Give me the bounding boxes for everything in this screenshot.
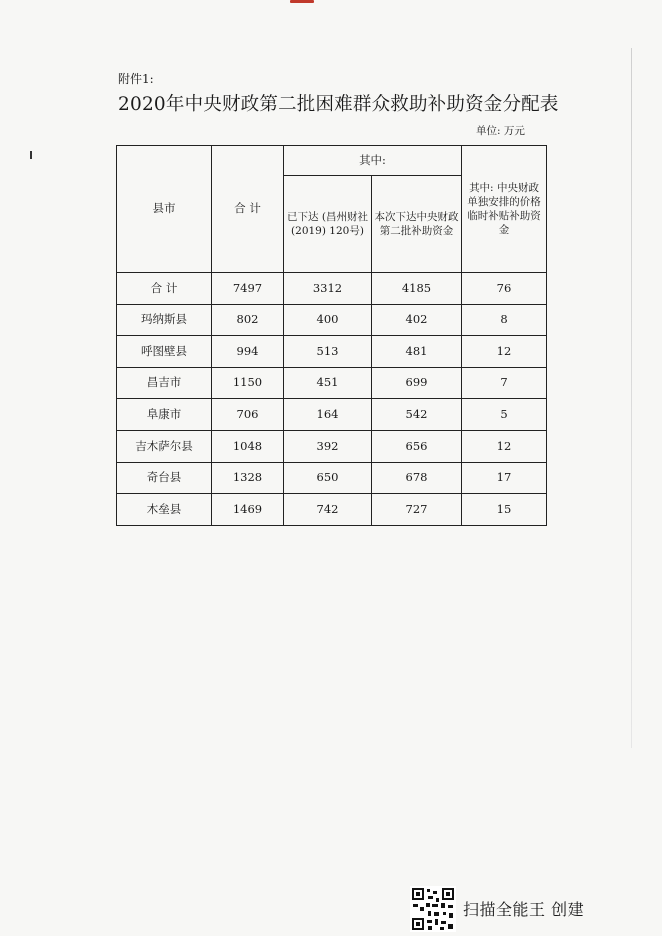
cell-total: 1328 [212,463,284,494]
scan-artifact [30,151,32,159]
allocation-table [116,145,547,526]
cell-issued: 400 [284,305,372,336]
table-row [117,399,547,431]
header-of-which: 其中: [284,146,462,176]
cell-subsidy: 5 [462,399,547,431]
cell-current: 656 [372,431,462,463]
cell-subsidy: 76 [462,273,547,305]
cell-total: 7497 [212,273,284,305]
red-stamp-mark [290,0,314,3]
unit-label: 单位: 万元 [476,125,525,137]
cell-total: 802 [212,305,284,336]
cell-county: 阜康市 [117,399,212,431]
header-county: 县市 [117,146,212,273]
cell-total: 1048 [212,431,284,463]
cell-subsidy: 12 [462,336,547,368]
cell-county: 昌吉市 [117,368,212,399]
table-row [117,494,547,526]
table-row [117,305,547,336]
cell-issued: 3312 [284,273,372,305]
cell-current: 402 [372,305,462,336]
header-subsidy: 其中: 中央财政单独安排的价格临时补贴补助资金 [462,146,547,273]
cell-county: 木垒县 [117,494,212,526]
cell-county: 合 计 [117,273,212,305]
cell-current: 542 [372,399,462,431]
table-body [117,273,547,526]
cell-issued: 742 [284,494,372,526]
table-row [117,368,547,399]
cell-subsidy: 17 [462,463,547,494]
cell-county: 玛纳斯县 [117,305,212,336]
cell-current: 699 [372,368,462,399]
qr-code-icon [410,886,456,932]
attachment-label: 附件1: [118,72,154,86]
cell-issued: 164 [284,399,372,431]
cell-subsidy: 15 [462,494,547,526]
cell-county: 奇台县 [117,463,212,494]
cell-subsidy: 8 [462,305,547,336]
cell-total: 706 [212,399,284,431]
cell-issued: 392 [284,431,372,463]
cell-subsidy: 12 [462,431,547,463]
cell-current: 481 [372,336,462,368]
cell-current: 678 [372,463,462,494]
cell-current: 727 [372,494,462,526]
document-title: 2020年中央财政第二批困难群众救助补助资金分配表 [118,94,559,115]
header-current: 本次下达中央财政第二批补助资金 [372,176,462,273]
cell-issued: 451 [284,368,372,399]
cell-issued: 513 [284,336,372,368]
header-issued: 已下达 (昌州财社 (2019) 120号) [284,176,372,273]
cell-total: 994 [212,336,284,368]
cell-total: 1469 [212,494,284,526]
table-row [117,431,547,463]
table-row [117,336,547,368]
cell-county: 呼图壁县 [117,336,212,368]
page-edge-line [631,48,632,748]
header-total: 合 计 [212,146,284,273]
scanner-watermark-text: 扫描全能王 创建 [463,900,585,919]
cell-issued: 650 [284,463,372,494]
cell-current: 4185 [372,273,462,305]
cell-subsidy: 7 [462,368,547,399]
cell-total: 1150 [212,368,284,399]
table-row [117,463,547,494]
table-row-total [117,273,547,305]
cell-county: 吉木萨尔县 [117,431,212,463]
